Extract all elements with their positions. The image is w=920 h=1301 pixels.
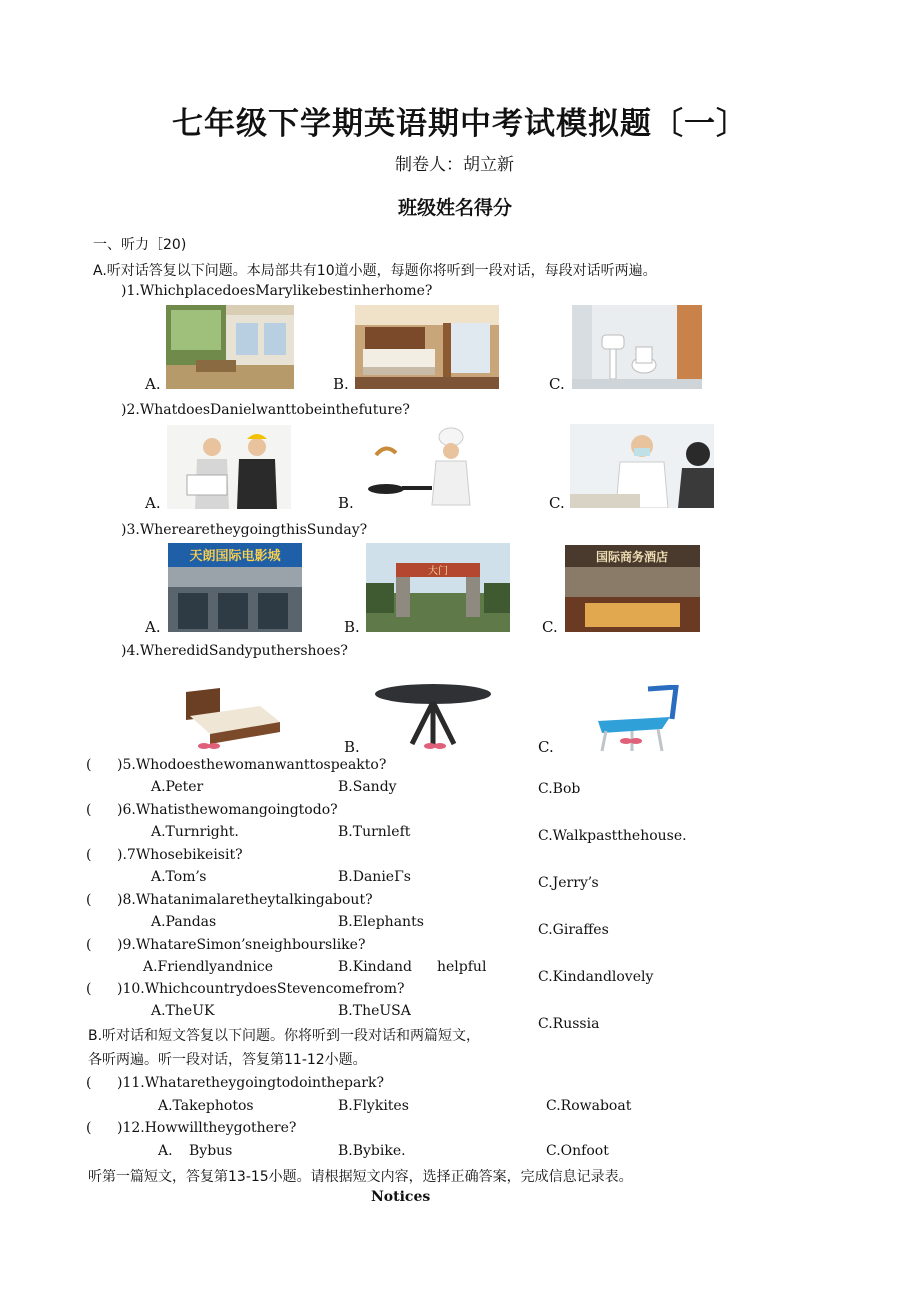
exam-maker: 制卷人：胡立新 — [395, 155, 514, 175]
option-c: C.Walkpastthehouse. — [538, 828, 687, 844]
option-label: C. — [542, 618, 558, 636]
section-heading-listening: 一、听力［20) — [93, 237, 187, 253]
question-text: )11.Whataretheygoingtodointhepark? — [117, 1075, 384, 1091]
notices-heading: Notices — [371, 1189, 431, 1205]
class-name-score-line: 班级姓名得分 — [398, 197, 513, 219]
option-c: C.Bob — [538, 781, 581, 797]
option-b: B.TheUSA — [338, 1003, 411, 1019]
option-a: A.Takephotos — [158, 1098, 254, 1114]
option-c: C.Jerry՚s — [538, 875, 599, 891]
question-3: )3.WherearetheygoingthisSunday? — [121, 522, 368, 538]
bathroom-image — [572, 305, 702, 389]
question-text: )9.WhatareSimon՚sneighbourslike? — [117, 937, 366, 953]
option-a: A.Pandas — [151, 914, 217, 930]
option-a: A.Turnright. — [151, 824, 239, 840]
answer-paren: ( — [86, 892, 92, 908]
question-4: )4.WheredidSandyputhershoes? — [121, 643, 348, 659]
answer-paren: ( — [86, 937, 92, 953]
option-c: C.Kindandlovely — [538, 969, 654, 985]
answer-paren: ( — [86, 802, 92, 818]
park-gate-sign-text: 大门 — [428, 566, 448, 577]
answer-paren: ( — [86, 981, 92, 997]
option-a: A.TheUK — [151, 1003, 215, 1019]
cinema-image — [168, 543, 302, 632]
question-text: )10.WhichcountrydoesStevencomefrom? — [117, 981, 405, 997]
option-b: B.Bybike. — [338, 1143, 406, 1159]
hotel-image — [565, 545, 700, 632]
option-label: A. — [145, 618, 161, 636]
option-a: A. — [158, 1143, 173, 1159]
bed-with-shoes-image — [180, 686, 284, 752]
option-a: A.Peter — [151, 779, 204, 795]
part-b-intro-line-2: 各听两遍。听一段对话，答复第11-12小题。 — [88, 1052, 367, 1068]
table-with-shoes-image — [372, 682, 494, 752]
engineer-image — [167, 425, 291, 509]
question-text: )8.Whatanimalaretheytalkingabout? — [117, 892, 373, 908]
balcony-room-image — [166, 305, 294, 389]
part-a-intro: A.听对话答复以下问题。本局部共有10道小题，每题你将听到一段对话，每段对话听两遍。 — [93, 263, 657, 279]
option-b: B.Turnleft — [338, 824, 411, 840]
option-b: B.Flykites — [338, 1098, 409, 1114]
option-a: A.Friendlyandnice — [143, 959, 274, 975]
option-b: B.Sandy — [338, 779, 397, 795]
option-c: C.Giraffes — [538, 922, 609, 938]
option-a-text: Bybus — [189, 1143, 233, 1159]
option-label: B. — [333, 375, 349, 393]
answer-paren: ( — [86, 757, 92, 773]
option-b: B.Elephants — [338, 914, 424, 930]
page-title: 七年级下学期英语期中考试模拟题〔一〕 — [172, 106, 748, 142]
doctor-image — [570, 424, 714, 508]
question-1: )1.WhichplacedoesMarylikebestinherhome? — [121, 283, 433, 299]
answer-paren: ( — [86, 1120, 92, 1136]
option-c: C.Russia — [538, 1016, 600, 1032]
option-b: B.Kindand — [338, 959, 412, 975]
answer-paren: ( — [86, 847, 92, 863]
answer-paren: ( — [86, 1075, 92, 1091]
question-text: ).7Whosebikeisit? — [117, 847, 243, 863]
hotel-sign-text: 国际商务酒店 — [595, 550, 669, 564]
option-label: B. — [344, 618, 360, 636]
option-label: B. — [344, 738, 360, 756]
cinema-sign-text: 天朗国际电影城 — [189, 549, 281, 564]
question-text: )12.Howwilltheygothere? — [117, 1120, 297, 1136]
option-label: C. — [549, 494, 565, 512]
passage-1-intro: 听第一篇短文，答复第13-15小题。请根据短文内容，选择正确答案，完成信息记录表。 — [88, 1169, 633, 1185]
chef-image — [366, 425, 488, 509]
question-text: )6.Whatisthewomangoingtodo? — [117, 802, 338, 818]
option-label: B. — [338, 494, 354, 512]
option-c: C.Onfoot — [546, 1143, 609, 1159]
chair-with-shoes-image — [592, 685, 710, 753]
part-b-intro-line-1: B.听对话和短文答复以下问题。你将听到一段对话和两篇短文， — [88, 1028, 481, 1044]
option-label: C. — [549, 375, 565, 393]
bedroom-image — [355, 305, 499, 389]
question-2: )2.WhatdoesDanielwanttobeinthefuture? — [121, 402, 410, 418]
option-label: A. — [145, 375, 161, 393]
option-label: C. — [538, 738, 554, 756]
option-b: B.DanieΓs — [338, 869, 411, 885]
option-label: A. — [145, 494, 161, 512]
option-b-continued: helpful — [437, 959, 487, 975]
option-c: C.Rowaboat — [546, 1098, 632, 1114]
option-a: A.Tom՚s — [151, 869, 207, 885]
question-text: )5.Whodoesthewomanwanttospeakto? — [117, 757, 387, 773]
park-gate-image — [366, 543, 510, 632]
